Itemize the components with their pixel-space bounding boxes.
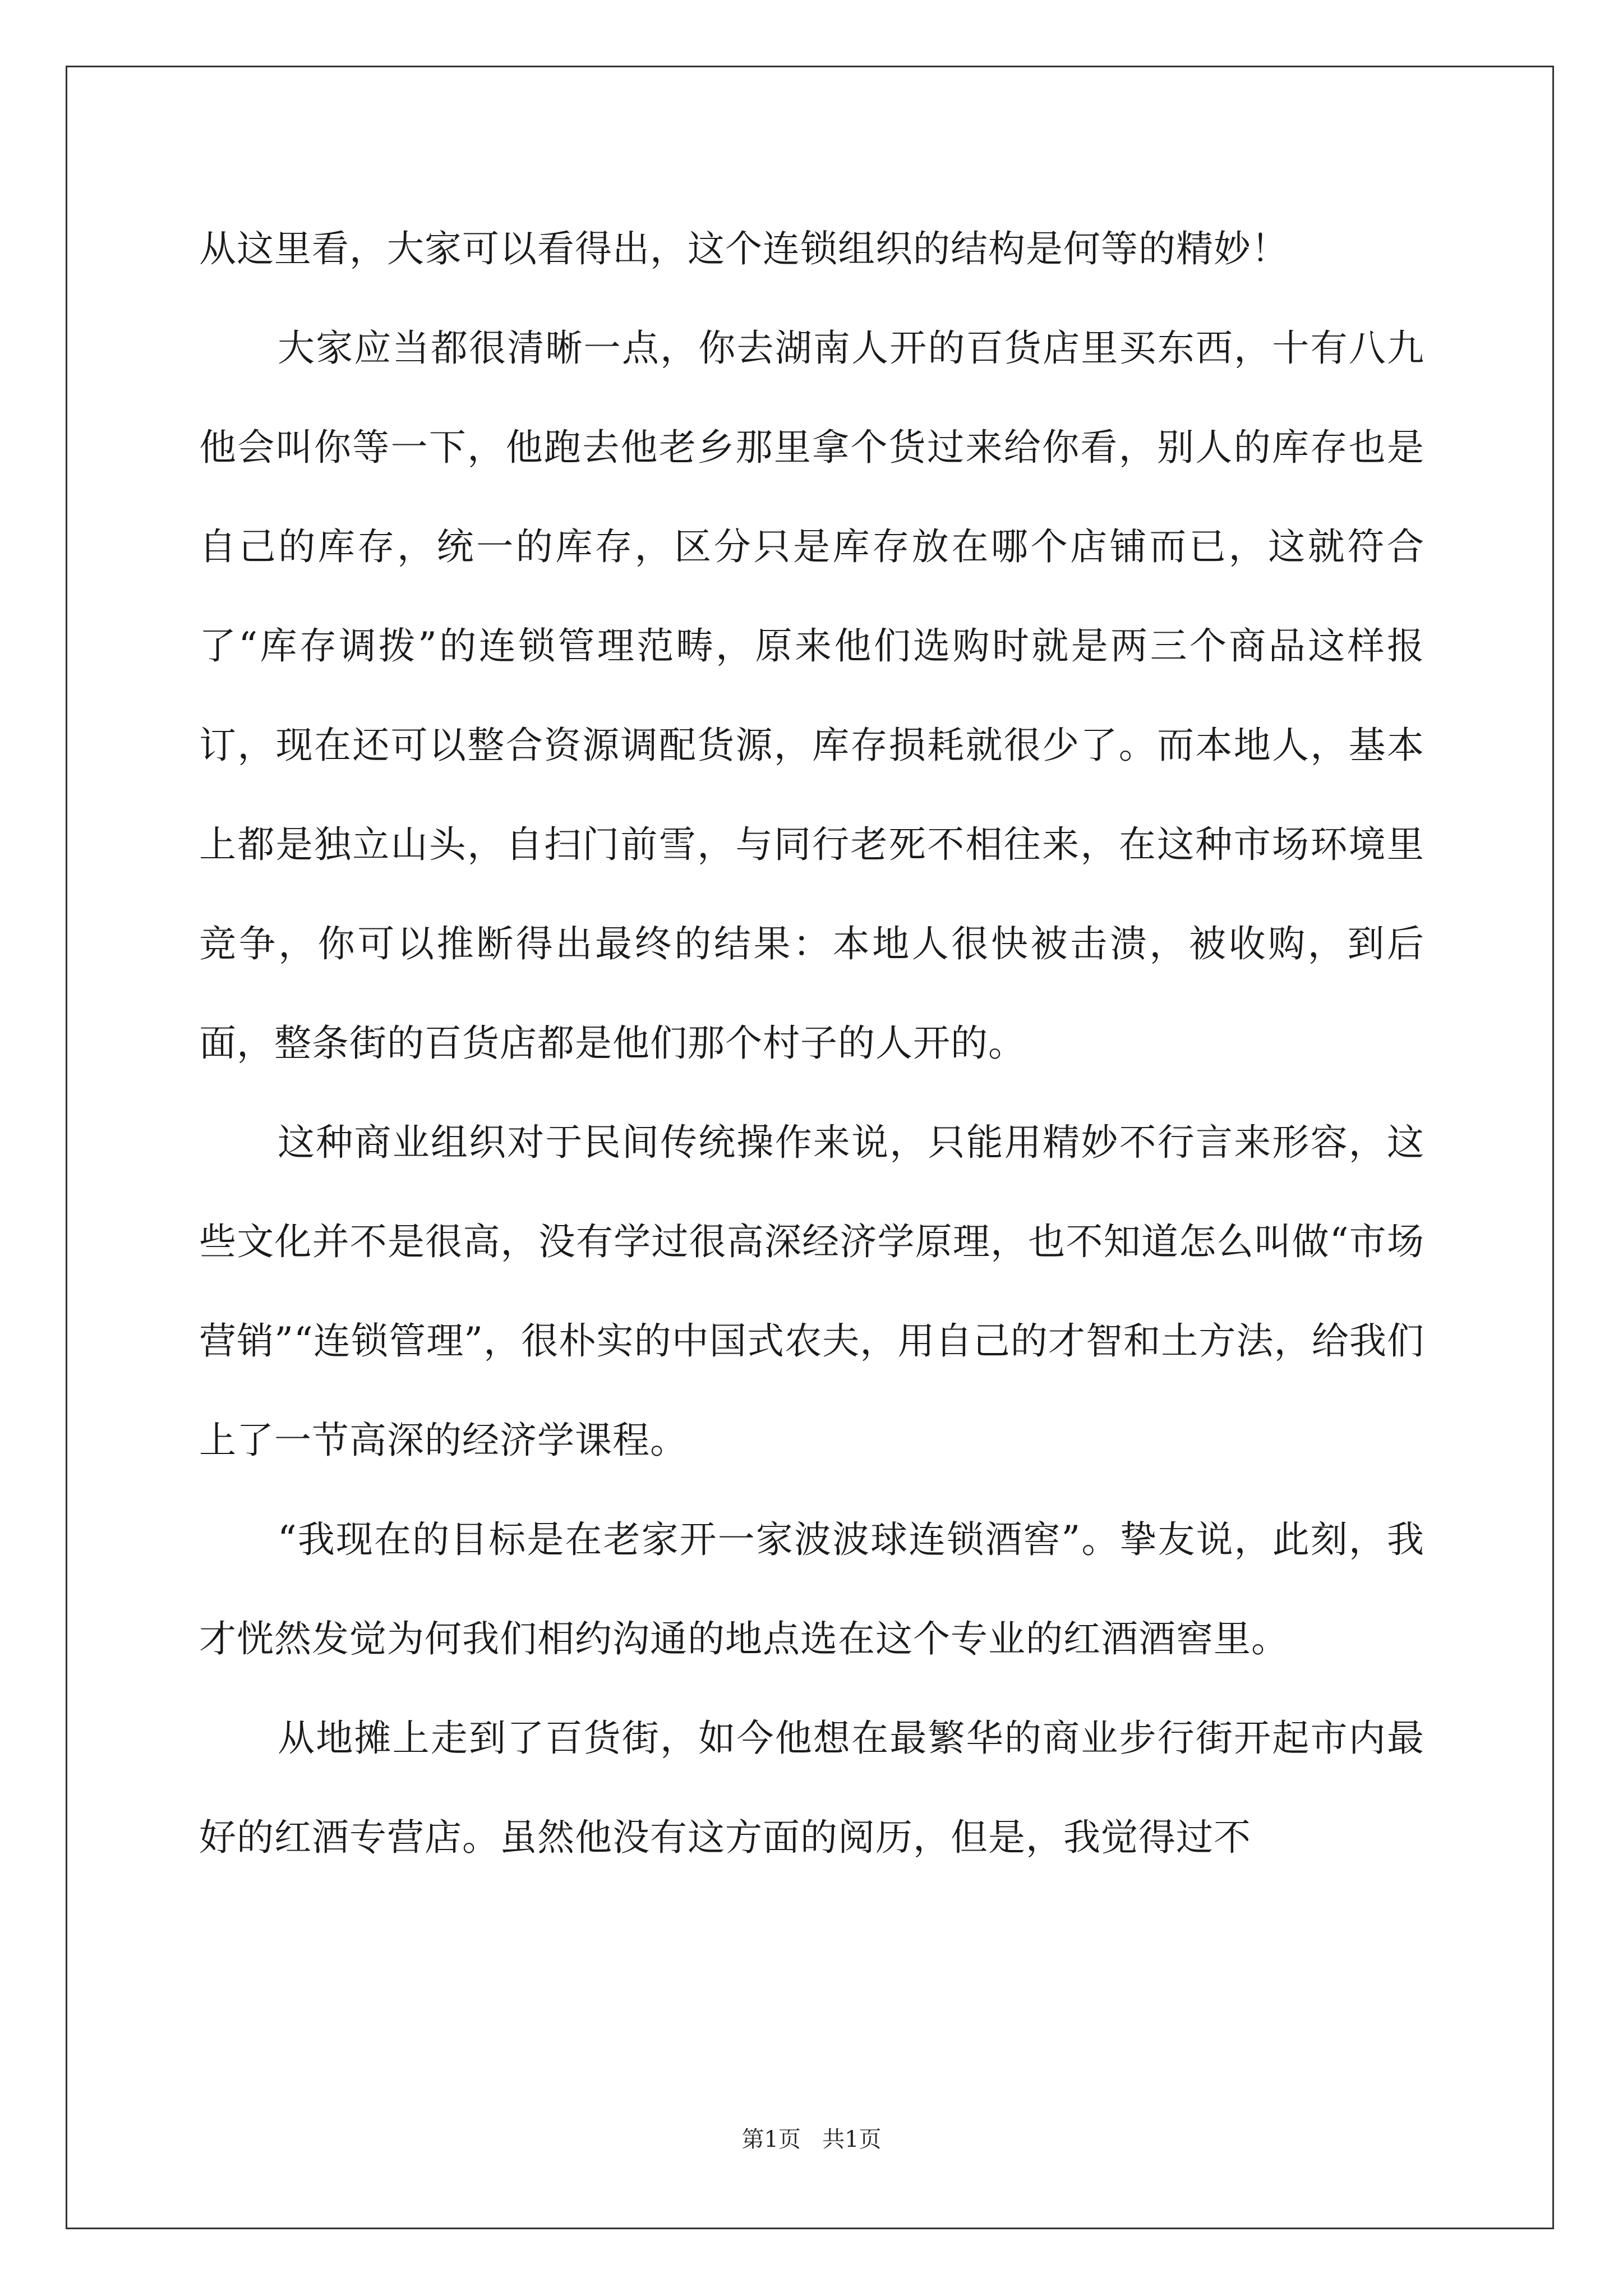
paragraph-4: “我现在的目标是在老家开一家波波球连锁酒窖”。挚友说，此刻，我才恍然发觉为何我们相约沟通的地点选在这个专业的红酒酒窖里。 [199,1518,1424,1660]
paragraph-1: 从这里看，大家可以看得出，这个连锁组织的结构是何等的精妙！ [199,227,1289,270]
page-number: 第1页 [741,2127,801,2152]
paragraph-3: 这种商业组织对于民间传统操作来说，只能用精妙不行言来形容，这些文化并不是很高，没有学过很高深经济学原理，也不知道怎么叫做“市场营销”“连锁管理”，很朴实的中国式农夫，用自己的才智和土方法，给我们上了一节高深的经济学课程。 [199,1121,1424,1462]
document-body [199,199,1424,1887]
paragraph-5: 从地摊上走到了百货街，如今他想在最繁华的商业步行街开起市内最好的红酒专营店。虽然他没有这方面的阅历，但是，我觉得过不 [199,1717,1424,1859]
page-total: 共1页 [822,2127,882,2152]
paragraph-2: 大家应当都很清晰一点，你去湖南人开的百货店里买东西，十有八九他会叫你等一下，他跑去他老乡那里拿个货过来给你看，别人的库存也是自己的库存，统一的库存，区分只是库存放在哪个店铺而已，这就符合了“库存调拨”的连锁管理范畴，原来他们选购时就是两三个商品这样报订，现在还可以整合资源调配货源，库存损耗就很少了。而本地人，基本上都是独立山头，自扫门前雪，与同行老死不相往来，在这种市场环境里竞争，你可以推断得出最终的结果：本地人很快被击溃，被收购，到后面，整条街的百货店都是他们那个村子的人开的。 [199,326,1424,1065]
page-footer [0,2122,1623,2154]
